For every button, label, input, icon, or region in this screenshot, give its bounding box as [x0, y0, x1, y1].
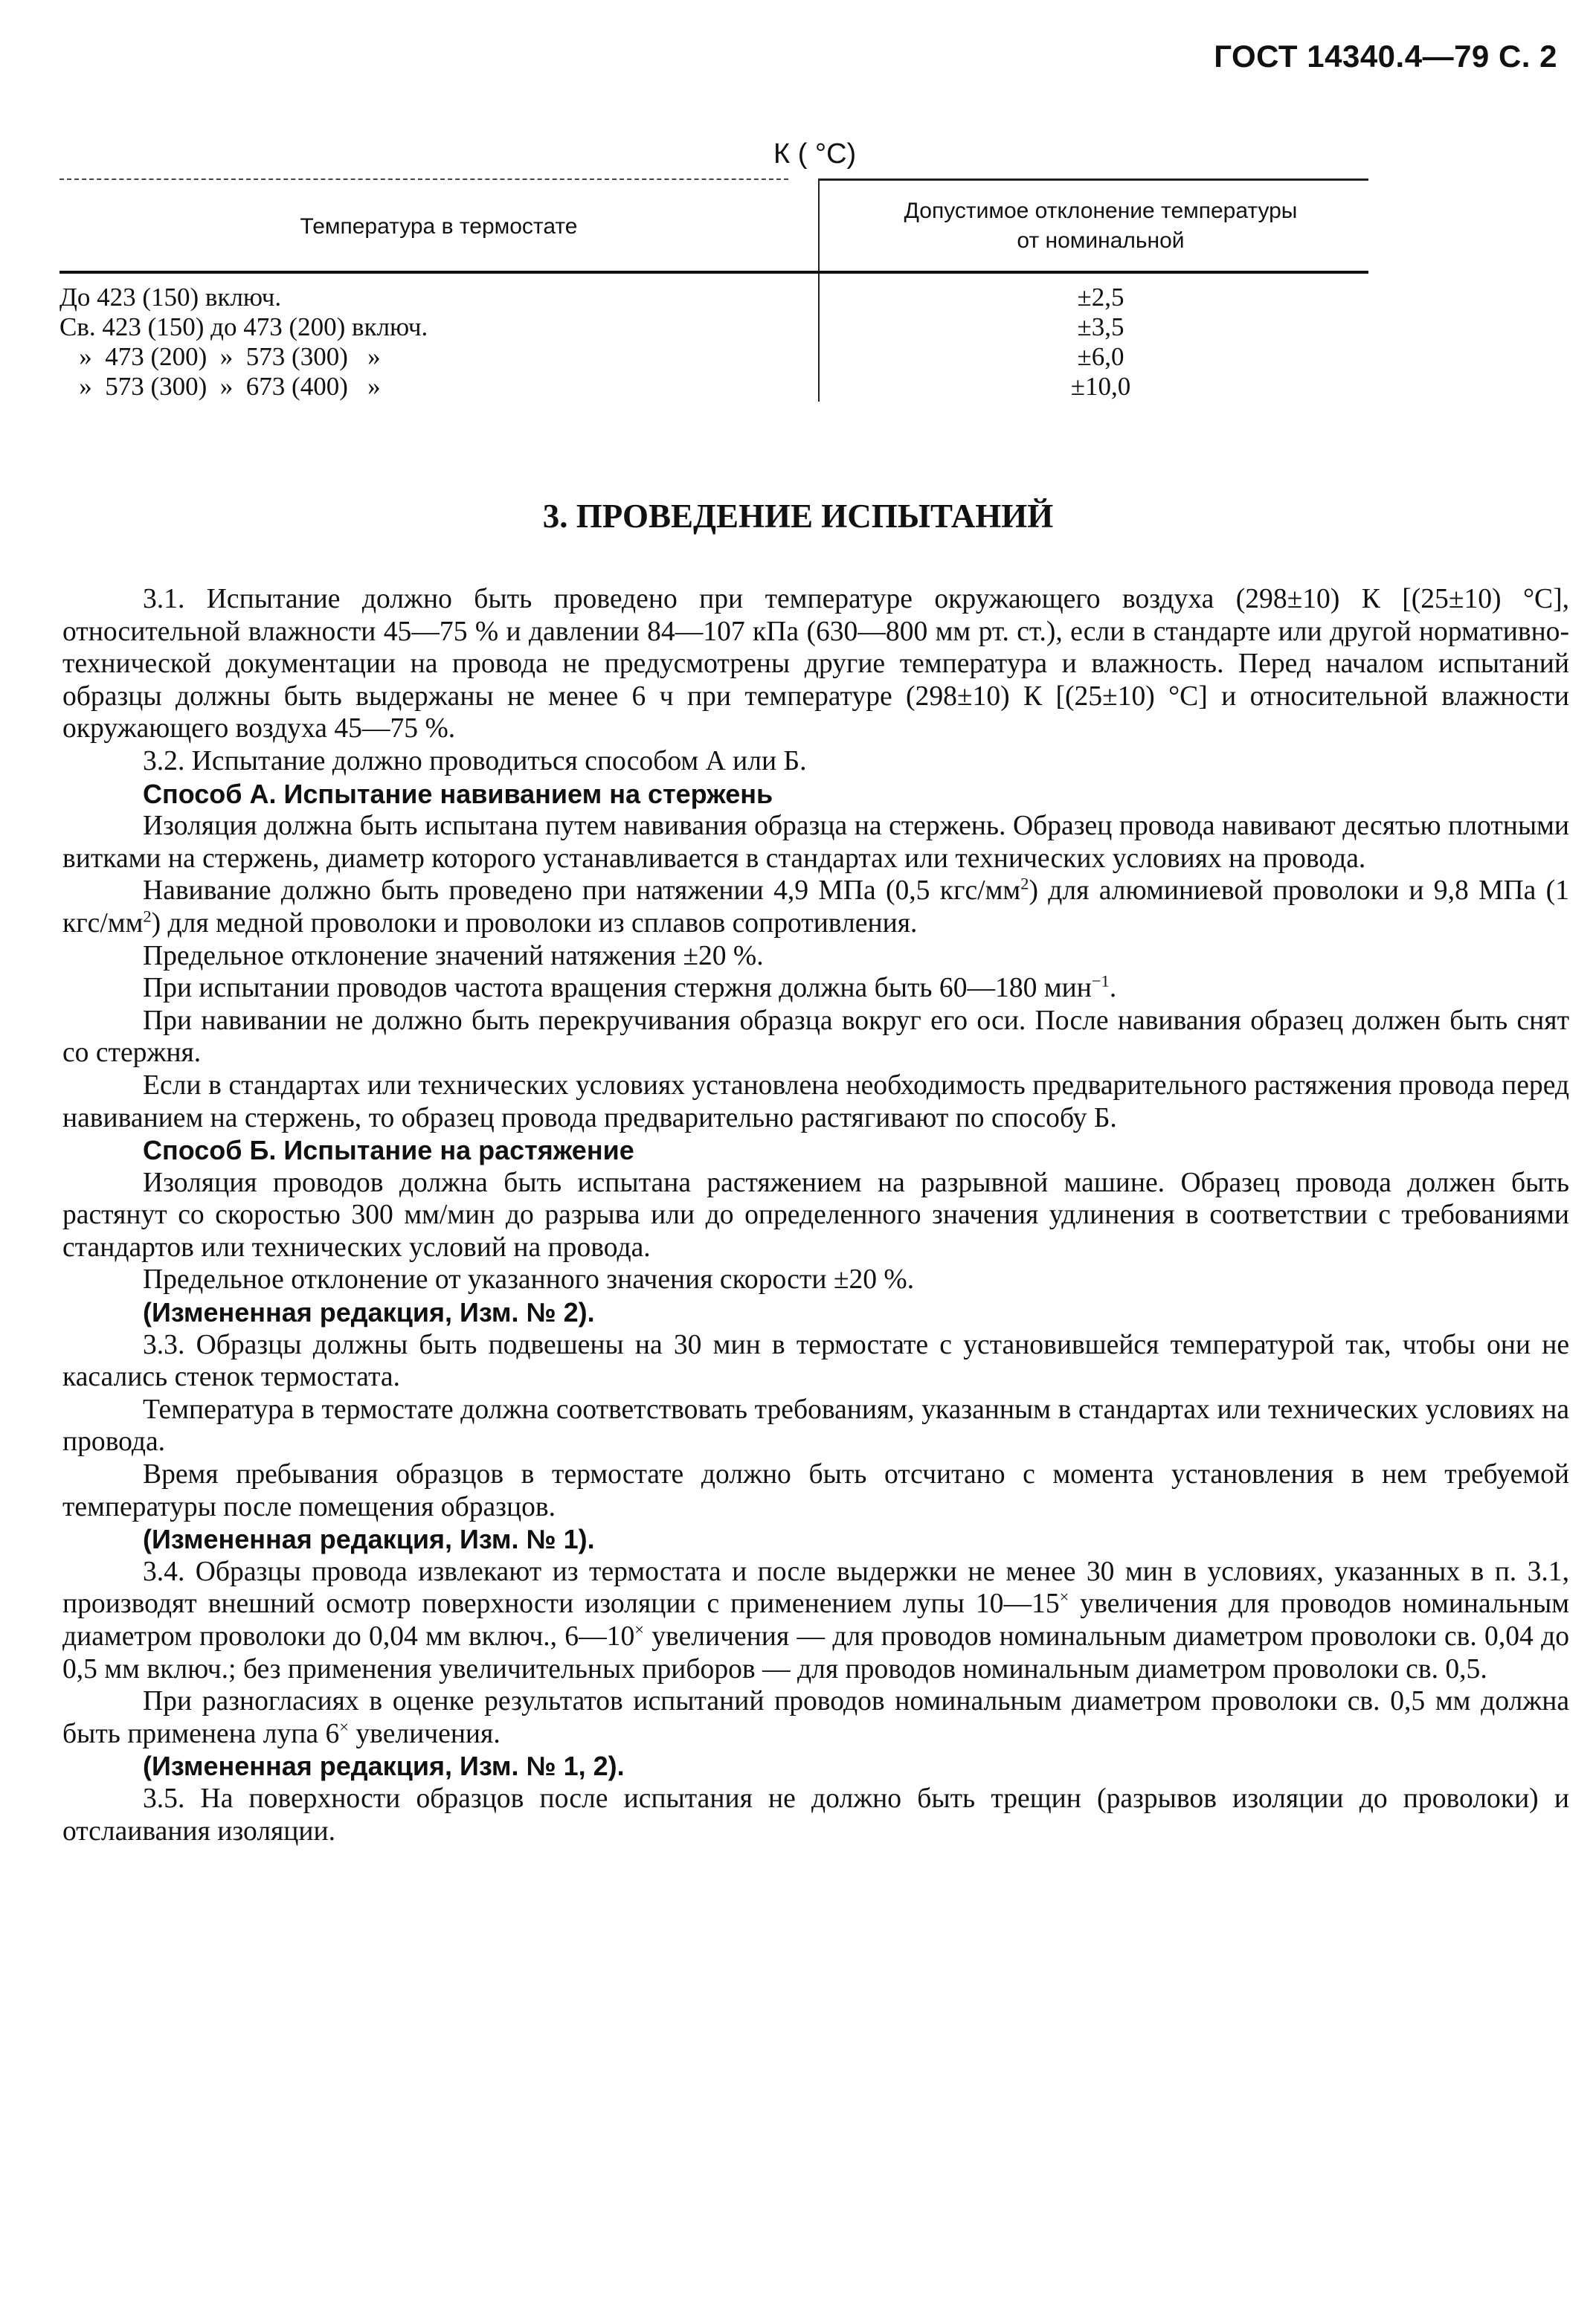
text-run: ) для медной проволоки и проволоки из сплавов сопротивления. [151, 907, 918, 939]
paragraph-method-a-1: Изоляция должна быть испытана путем навивания образца на стержень. Образец провода навивают десятью плотными витками на стержень, диаметр которого устанавливается в стандартах или технических условиях на провода. [62, 811, 1569, 874]
text-run: увеличения — для проводов номинальным диаметром проволоки св. 0,04 до 0,5 мм включ.; без применения увеличительных приборов — для проводов номинальным диаметром проволоки св. 0,5. [62, 1621, 1569, 1685]
paragraph-method-a-4 [62, 972, 1569, 1005]
paragraph-3-2: 3.2. Испытание должно проводиться способом А или Б. [143, 745, 807, 776]
text-run: 3.4. Образцы провода извлекают из термостата и после выдержки не менее 30 мин в условиях, указанных в п. 3.1, производят внешний осмотр поверхности изоляции с применением лупы 10—15 [62, 1556, 1569, 1620]
paragraph-3-3: 3.3. Образцы должны быть подвешены на 30 мин в термостате с установившейся температурой так, чтобы они не касались стенок термостата. [62, 1329, 1569, 1393]
method-b-heading: Способ Б. Испытание на растяжение [143, 1135, 634, 1166]
text-run: Навивание должно быть проведено при натяжении 4,9 МПа (0,5 кгс/мм [143, 875, 1021, 907]
table-row [59, 283, 1368, 312]
text-run: увеличения. [349, 1718, 501, 1749]
superscript: 2 [143, 907, 152, 926]
paragraph-method-b-1: Изоляция проводов должна быть испытана растяжением на разрывной машине. Образец провода должен быть растянут со скоростью 300 мм/мин до разрыва или до определенного значения удлинения в соответствии с требованиями стандартов или технических условий на провода. [62, 1167, 1569, 1263]
superscript: −1 [1091, 971, 1110, 991]
method-a-heading: Способ А. Испытание навиванием на стержень [143, 778, 773, 809]
table-header-rule [59, 271, 1368, 274]
table-cell-deviation: ±10,0 [1070, 372, 1131, 401]
section-title: 3. ПРОВЕДЕНИЕ ИСПЫТАНИЙ [542, 498, 1054, 535]
paragraph-method-a-2 [62, 875, 1569, 939]
table-cell-deviation: ±3,5 [1077, 312, 1124, 341]
paragraph-3-4-b [62, 1685, 1569, 1750]
table-row [59, 312, 1368, 342]
text-run: ) для алюминиевой проволоки и 9,8 МПа (1 кгс/мм [62, 875, 1569, 939]
table-unit: К ( °С) [773, 138, 857, 170]
superscript: × [339, 1717, 349, 1737]
table-top-rule [59, 178, 788, 180]
superscript: × [1059, 1587, 1069, 1606]
paragraph-method-a-3: Предельное отклонение значений натяжения ±20 %. [143, 940, 764, 971]
paragraph-method-b-2: Предельное отклонение от указанного значения скорости ±20 %. [143, 1264, 915, 1296]
table-row [59, 372, 1368, 402]
table-header-deviation-line2: от номинальной [1017, 228, 1185, 253]
superscript: 2 [1020, 874, 1029, 893]
paragraph-3-1: 3.1. Испытание должно быть проведено при температуре окружающего воздуха (298±10) К [(25±10) °С], относительной влажности 45—75 % и давлении 84—107 кПа (630—800 мм рт. ст.), если в стандарте или другой нормативно-технической документации на провода не предусмотрены другие температура и влажность. Перед началом испытаний образцы должны быть выдержаны не менее 6 ч при температуре (298±10) К [(25±10) °С] и относительной влажности окружающего воздуха 45—75 %. [62, 584, 1569, 744]
paragraph-3-5: 3.5. На поверхности образцов после испытания не должно быть трещин (разрывов изоляции до проволоки) и отслаивания изоляции. [62, 1783, 1569, 1847]
page-header: ГОСТ 14340.4—79 С. 2 [1214, 39, 1557, 74]
paragraph-method-a-6: Если в стандартах или технических условиях установлена необходимость предварительного растяжения провода перед навиванием на стержень, то образец провода предварительно растягивают по способу Б. [62, 1069, 1569, 1133]
table-cell-temperature: До 423 (150) включ. [59, 283, 282, 312]
amendment-note: (Измененная редакция, Изм. № 1). [143, 1524, 595, 1555]
text-run: увеличения для проводов номинальным диаметром проволоки до 0,04 мм включ., 6—10 [62, 1589, 1569, 1652]
superscript: × [634, 1620, 644, 1639]
table-top-rule-right [818, 178, 1368, 181]
table-header-deviation-line1: Допустимое отклонение температуры [904, 199, 1298, 223]
table-cell-temperature: » 573 (300) » 673 (400) » [59, 372, 381, 401]
table-cell-temperature: » 473 (200) » 573 (300) » [59, 342, 381, 371]
table-header-deviation [833, 196, 1368, 256]
paragraph-3-3-c: Время пребывания образцов в термостате должно быть отсчитано с момента установления в нем требуемой температуры после помещения образцов. [62, 1459, 1569, 1522]
text-run: При испытании проводов частота вращения стержня должна быть 60—180 мин [143, 973, 1092, 1004]
amendment-note: (Измененная редакция, Изм. № 1, 2). [143, 1751, 625, 1782]
table-body [59, 283, 1368, 402]
paragraph-3-4 [62, 1556, 1569, 1685]
text-run: При разногласиях в оценке результатов испытаний проводов номинальным диаметром проволоки св. 0,5 мм должна быть применена лупа 6 [62, 1686, 1569, 1749]
table-row [59, 342, 1368, 372]
paragraph-3-3-b: Температура в термостате должна соответствовать требованиям, указанным в стандартах или технических условиях на провода. [62, 1394, 1569, 1458]
table-cell-deviation: ±2,5 [1077, 283, 1124, 312]
table-cell-temperature: Св. 423 (150) до 473 (200) включ. [59, 312, 428, 341]
paragraph-method-a-5: При навивании не должно быть перекручивания образца вокруг его оси. После навивания образец должен быть снят со стержня. [62, 1005, 1569, 1069]
table-header-temperature: Температура в термостате [300, 214, 578, 239]
text-run: . [1109, 973, 1117, 1004]
amendment-note: (Измененная редакция, Изм. № 2). [143, 1297, 595, 1328]
document-body [62, 583, 1569, 1847]
table-cell-deviation: ±6,0 [1077, 342, 1124, 371]
